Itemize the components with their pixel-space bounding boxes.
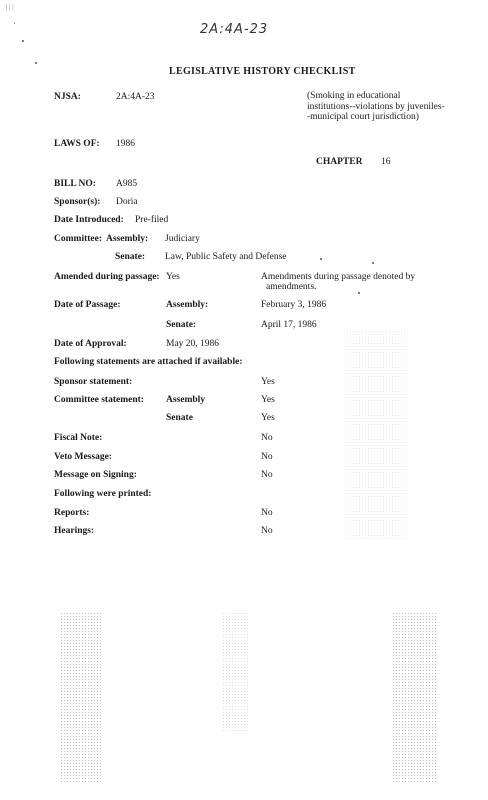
committee-label: Committee:: [54, 234, 103, 244]
scan-noise-center: [222, 612, 250, 732]
amended-label: Amended during passage:: [54, 272, 160, 282]
date-introduced-value: Pre-filed: [135, 215, 169, 225]
amended-note-line2: amendments.: [266, 282, 317, 292]
reports-label: Reports:: [54, 508, 90, 518]
bill-description: (Smoking in educational institutions--violations by juveniles--municipal court jurisdiction): [307, 91, 445, 122]
amended-note-line1: Amendments during passage denoted by: [261, 272, 416, 282]
committee-statement-label: Committee statement:: [54, 395, 144, 405]
chapter-value: 16: [381, 157, 391, 167]
laws-of-label: LAWS OF:: [54, 139, 100, 149]
passage-senate-label: Senate:: [166, 320, 197, 330]
chapter-label: CHAPTER: [316, 157, 363, 167]
scan-noise-right: [392, 612, 436, 782]
reports-value: No: [261, 508, 273, 518]
committee-assembly-value: Judiciary: [165, 234, 200, 244]
committee-senate-label: Senate:: [115, 252, 146, 262]
committee-statement-senate-label: Senate: [166, 413, 193, 423]
sponsors-label: Sponsor(s):: [54, 197, 101, 207]
committee-assembly-label: Assembly:: [106, 234, 149, 244]
sponsor-statement-value: Yes: [261, 377, 275, 387]
scan-speckle: [14, 23, 15, 24]
njsa-value: 2A:4A-23: [116, 92, 155, 102]
veto-message-value: No: [261, 452, 273, 462]
passage-assembly-label: Assembly:: [166, 300, 209, 310]
passage-assembly-value: February 3, 1986: [261, 300, 327, 310]
committee-statement-assembly-label: Assembly: [166, 395, 206, 405]
hearings-label: Hearings:: [54, 526, 95, 536]
passage-senate-value: April 17, 1986: [261, 320, 317, 330]
date-introduced-label: Date Introduced:: [54, 215, 124, 225]
scan-speckle: [35, 62, 37, 64]
committee-statement-senate-value: Yes: [261, 413, 275, 423]
following-attached-heading: Following statements are attached if available:: [54, 357, 243, 367]
scan-speckle: [372, 262, 374, 264]
scan-speckle: [22, 40, 24, 42]
sponsor-statement-label: Sponsor statement:: [54, 377, 133, 387]
njsa-label: NJSA:: [54, 92, 81, 102]
message-on-signing-value: No: [261, 470, 273, 480]
laws-of-value: 1986: [116, 139, 135, 149]
amended-value: Yes: [166, 272, 180, 282]
corner-mark: | | |: [6, 3, 14, 11]
committee-statement-assembly-value: Yes: [261, 395, 275, 405]
committee-senate-value: Law, Public Safety and Defense: [165, 252, 287, 262]
date-of-approval-value: May 20, 1986: [166, 339, 220, 349]
handwritten-id: 2A:4A-23: [200, 22, 269, 37]
scan-noise-left: [60, 612, 102, 782]
scan-speckle: [358, 292, 360, 294]
message-on-signing-label: Message on Signing:: [54, 470, 137, 480]
faded-watermark: [346, 330, 406, 540]
bill-no-value: A985: [116, 179, 138, 189]
page-title: LEGISLATIVE HISTORY CHECKLIST: [169, 66, 356, 77]
date-of-passage-label: Date of Passage:: [54, 300, 121, 310]
fiscal-note-value: No: [261, 433, 273, 443]
scan-speckle: [320, 258, 322, 260]
bill-no-label: BILL NO:: [54, 179, 96, 189]
fiscal-note-label: Fiscal Note:: [54, 433, 103, 443]
date-of-approval-label: Date of Approval:: [54, 339, 127, 349]
sponsors-value: Doria: [116, 197, 138, 207]
veto-message-label: Veto Message:: [54, 452, 112, 462]
following-printed-heading: Following were printed:: [54, 489, 152, 499]
hearings-value: No: [261, 526, 273, 536]
